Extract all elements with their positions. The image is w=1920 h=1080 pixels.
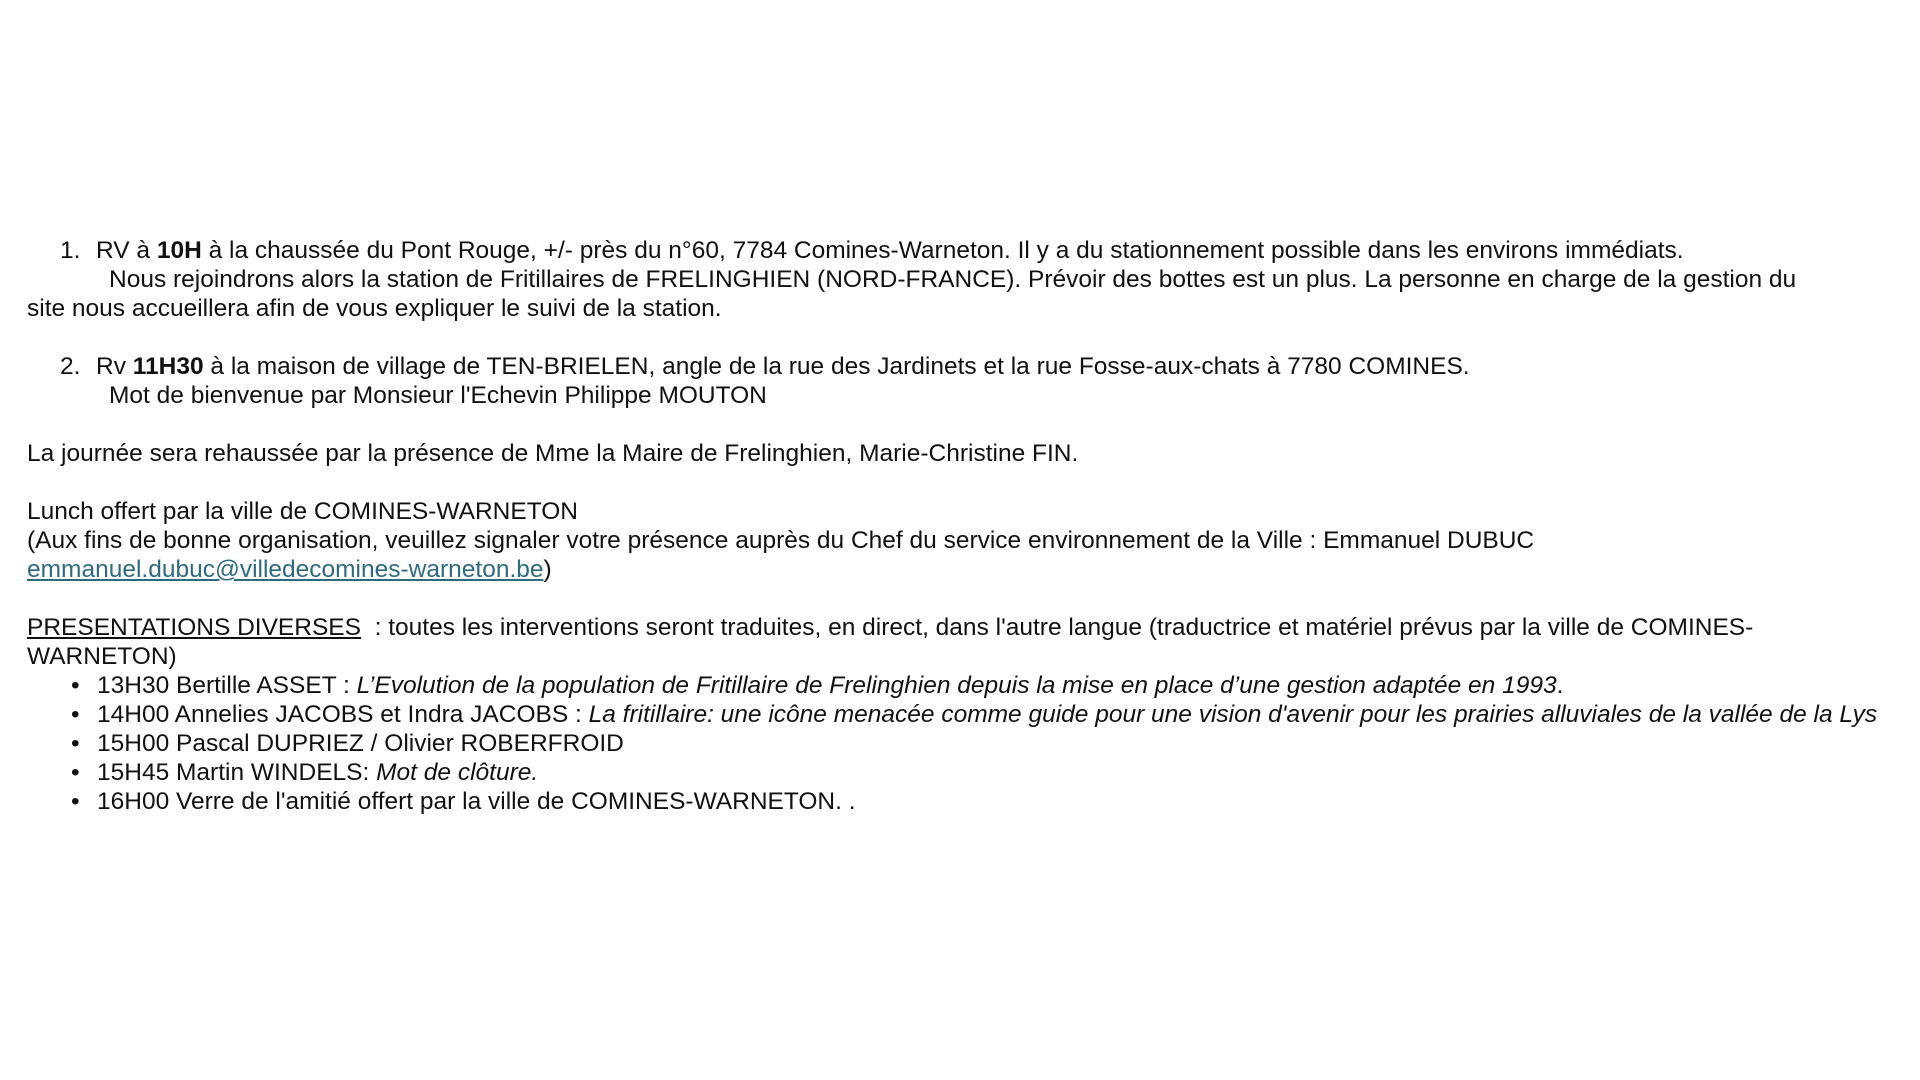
item-2-line-1 — [27, 352, 1907, 381]
item-1-text-pre: RV à — [96, 237, 157, 264]
item-2-time: 11H30 — [132, 353, 204, 380]
item-title: La fritillaire: une icône menacée comme guide pour une vision d'avenir pour les prairies alluviales de la vallée de la Lys — [588, 701, 1878, 728]
bullet-icon: • — [71, 788, 80, 815]
lunch-line-3 — [27, 555, 1907, 584]
list-item — [27, 729, 1907, 758]
presentations-desc: : toutes les interventions seront traduites, en direct, dans l'autre langue (traductrice et matériel prévus par la ville de COMINES- — [361, 614, 1754, 641]
document-body — [27, 236, 1907, 816]
bullet-icon: • — [71, 672, 80, 699]
item-plain: 15H00 Pascal DUPRIEZ / Olivier ROBERFROID — [97, 730, 624, 757]
item-plain: 14H00 Annelies JACOBS et Indra JACOBS : — [97, 701, 589, 728]
list-item — [27, 787, 1907, 816]
list-item — [27, 758, 1907, 787]
spacer — [27, 323, 1907, 352]
item-1-time: 10H — [156, 237, 202, 264]
presentations-desc-line-2: WARNETON) — [27, 643, 177, 670]
lunch-line-1: Lunch offert par la ville de COMINES-WARNETON — [27, 498, 578, 525]
presentations-heading-line — [27, 613, 1907, 642]
spacer — [27, 410, 1907, 439]
presence-paragraph: La journée sera rehaussée par la présence de Mme la Maire de Frelinghien, Marie-Christine FIN. — [27, 440, 1079, 467]
item-1-line-3: site nous accueillera afin de vous expliquer le suivi de la station. — [27, 295, 722, 322]
item-1-line-1 — [27, 236, 1907, 265]
bullet-icon: • — [71, 730, 80, 757]
item-tail: . — [1556, 672, 1564, 699]
item-2-text-post: à la maison de village de TEN-BRIELEN, angle de la rue des Jardinets et la rue Fosse-aux-chats à 7780 COMINES. — [203, 353, 1470, 380]
list-item — [27, 671, 1907, 700]
item-plain: 13H30 Bertille ASSET : — [97, 672, 357, 699]
email-close-paren: ) — [543, 556, 552, 583]
spacer — [27, 468, 1907, 497]
bullet-icon: • — [71, 701, 80, 728]
list-item — [27, 700, 1907, 729]
item-2-number: 2. — [60, 353, 81, 380]
item-1-number: 1. — [60, 237, 81, 264]
presentations-heading: PRESENTATIONS DIVERSES — [27, 614, 361, 641]
item-title: Mot de clôture. — [376, 759, 539, 786]
email-link[interactable]: emmanuel.dubuc@villedecomines-warneton.be — [27, 556, 544, 583]
presentations-list — [27, 671, 1907, 816]
spacer — [27, 584, 1907, 613]
bullet-icon: • — [71, 759, 80, 786]
item-2-text-pre: Rv — [96, 353, 133, 380]
item-1-text-post: à la chaussée du Pont Rouge, +/- près du n°60, 7784 Comines-Warneton. Il y a du stationnement possible dans les environs immédiats. — [201, 237, 1684, 264]
item-plain: 15H45 Martin WINDELS: — [97, 759, 377, 786]
item-title: L’Evolution de la population de Fritillaire de Frelinghien depuis la mise en place d’une gestion adaptée en 1993 — [356, 672, 1557, 699]
item-2-line-2: Mot de bienvenue par Monsieur l'Echevin Philippe MOUTON — [109, 382, 767, 409]
item-plain: 16H00 Verre de l'amitié offert par la ville de COMINES-WARNETON. . — [97, 788, 856, 815]
lunch-line-2: (Aux fins de bonne organisation, veuillez signaler votre présence auprès du Chef du service environnement de la Ville : Emmanuel DUBUC — [27, 527, 1535, 554]
item-1-line-2: Nous rejoindrons alors la station de Fritillaires de FRELINGHIEN (NORD-FRANCE). Prévoir des bottes est un plus. La personne en charge de la gestion du — [109, 266, 1797, 293]
